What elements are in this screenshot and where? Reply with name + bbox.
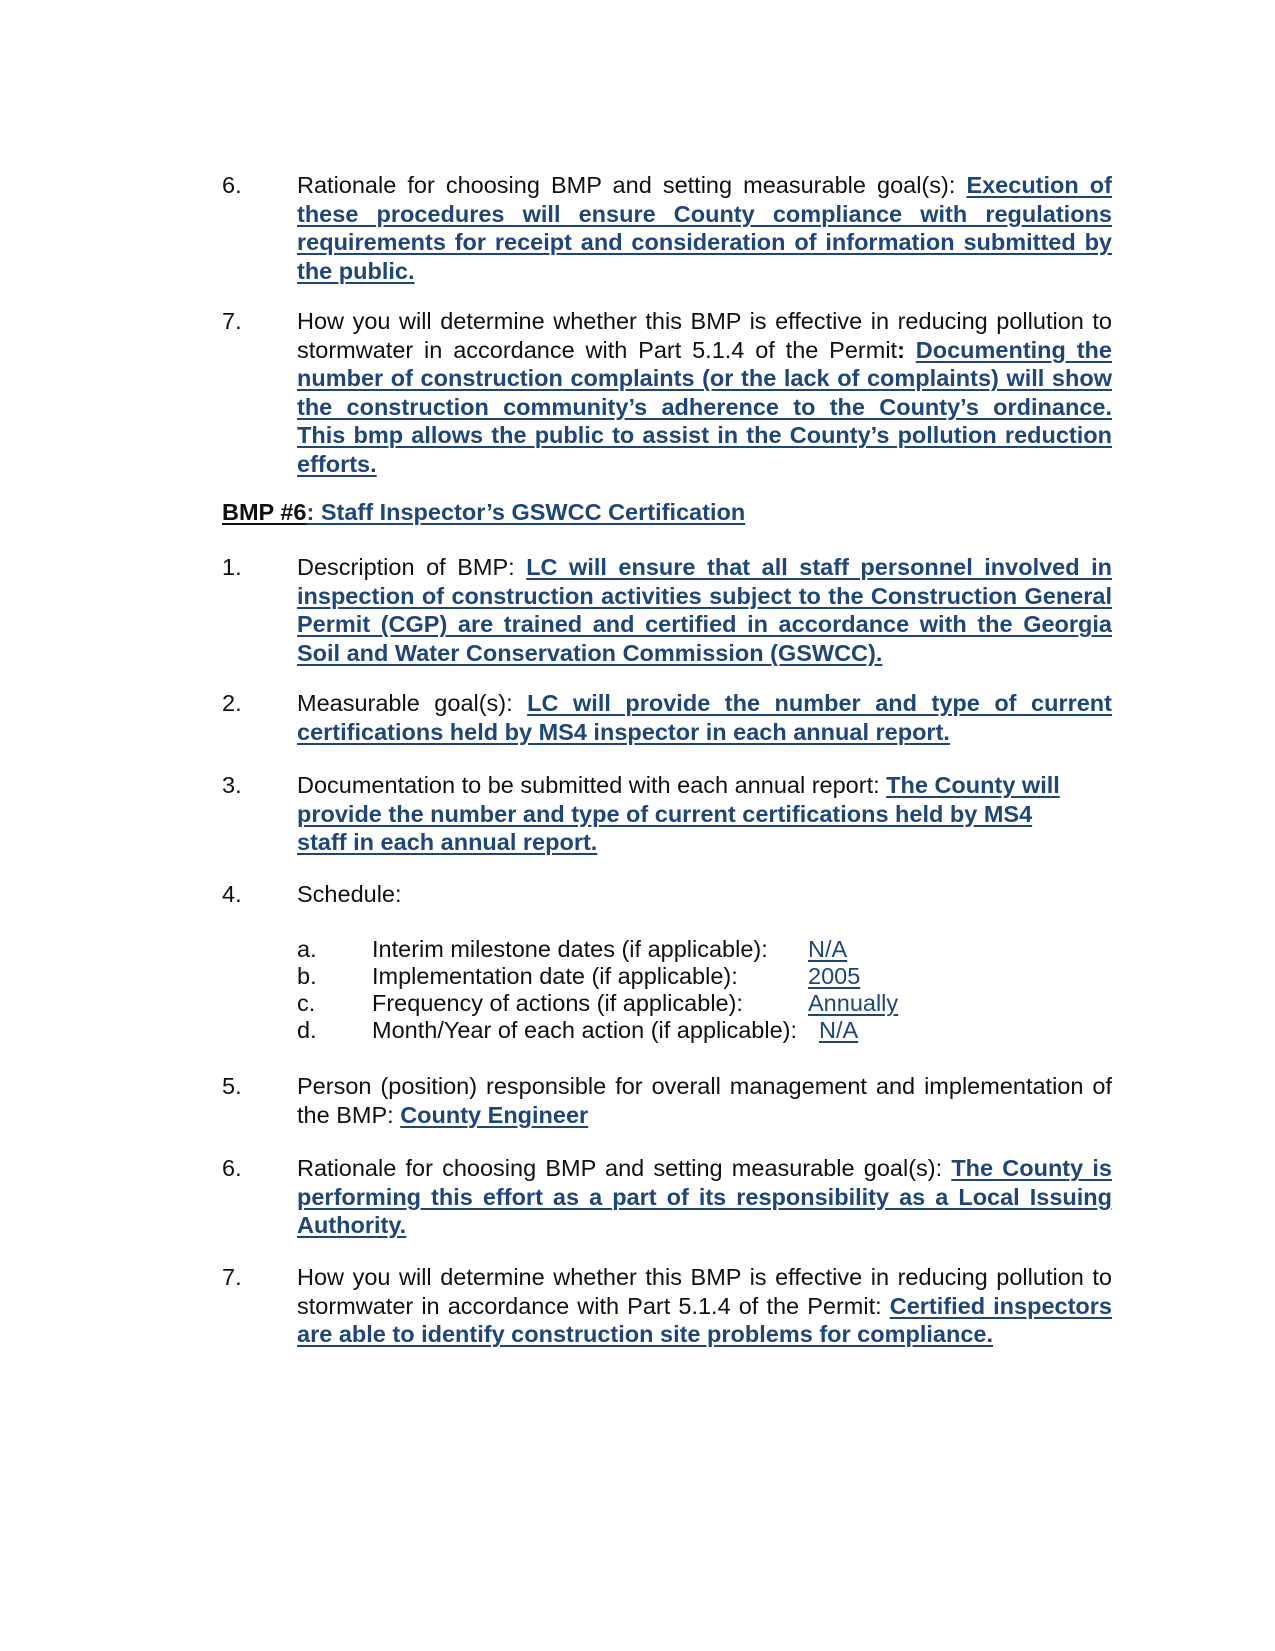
item-number: 1. <box>222 554 242 580</box>
item-body <box>297 553 1112 667</box>
item-number: 3. <box>222 772 242 798</box>
item-label: How you will determine whether this BMP is effective in reducing pollution to stormwater in accordance with Part 5.1.4 of the Permit <box>297 308 1112 363</box>
item-body <box>297 1072 1112 1129</box>
item-number: 6. <box>222 1155 242 1181</box>
item-response: Documenting the number of construction complaints (or the lack of complaints) will show the construction community’s adherence to the County’s ordinance. This bmp allows the public to assist in the County’s pollution reduction efforts. <box>297 336 1112 477</box>
item-body <box>297 307 1112 478</box>
item-response: Execution of these procedures will ensure County compliance with regulations requirements for receipt and consideration of information submitted by the public. <box>297 172 1112 284</box>
item-label: Description of BMP: <box>297 554 527 580</box>
schedule-value: Annually <box>808 990 899 1016</box>
item-body <box>297 1154 1112 1240</box>
item-number: 5. <box>222 1073 242 1099</box>
item-body <box>297 771 1087 857</box>
schedule-value: N/A <box>808 936 848 962</box>
item-response: The County is performing this effort as a part of its responsibility as a Local Issuing Authority. <box>297 1155 1112 1238</box>
schedule-label: Frequency of actions (if applicable): <box>372 990 743 1016</box>
item-label: Schedule: <box>297 881 402 907</box>
item-number: 2. <box>222 690 242 716</box>
item-response: County Engineer <box>400 1101 589 1128</box>
schedule-letter: b. <box>297 963 317 989</box>
item-label: Rationale for choosing BMP and setting measurable goal(s): <box>297 1155 952 1181</box>
item-response: The County will provide the number and type of current certifications held by MS4 staff in each annual report. <box>297 772 1060 855</box>
schedule-value: N/A <box>819 1017 859 1043</box>
bmp6-heading-label: BMP #6 <box>222 499 307 525</box>
item-number: 7. <box>222 1264 242 1290</box>
schedule-letter: d. <box>297 1017 317 1043</box>
item-label: Measurable goal(s): <box>297 690 528 716</box>
item-response: LC will provide the number and type of current certifications held by MS4 inspector in each annual report. <box>297 690 1112 745</box>
item-number: 6. <box>222 172 242 198</box>
schedule-label: Implementation date (if applicable): <box>372 963 738 989</box>
item-label: Documentation to be submitted with each annual report: <box>297 772 887 798</box>
item-label: How you will determine whether this BMP is effective in reducing pollution to stormwater in accordance with Part 5.1.4 of the Permit: <box>297 1264 1112 1319</box>
item-number: 4. <box>222 881 242 907</box>
bmp6-heading-title: : Staff Inspector’s GSWCC Certification <box>306 499 746 525</box>
schedule-letter: a. <box>297 936 317 962</box>
bmp6-heading <box>222 498 745 527</box>
item-response: LC will ensure that all staff personnel involved in inspection of construction activities subject to the Construction General Permit (CGP) are trained and certified in accordance with the Georgia Soil and Water Conservation Commission (GSWCC). <box>297 554 1113 666</box>
item-body <box>297 1263 1112 1349</box>
schedule-value: 2005 <box>808 963 861 989</box>
item-body <box>297 171 1112 285</box>
schedule-letter: c. <box>297 990 316 1016</box>
item-label-colon: : <box>897 336 916 363</box>
item-label: Person (position) responsible for overall management and implementation of the BMP: <box>297 1073 1112 1128</box>
item-number: 7. <box>222 308 242 334</box>
schedule-label: Interim milestone dates (if applicable): <box>372 936 768 962</box>
item-body <box>297 689 1112 746</box>
item-response: Certified inspectors are able to identify construction site problems for compliance. <box>297 1292 1112 1347</box>
item-body <box>297 880 1112 909</box>
schedule-label: Month/Year of each action (if applicable): <box>372 1017 797 1043</box>
item-label: Rationale for choosing BMP and setting measurable goal(s): <box>297 172 967 198</box>
